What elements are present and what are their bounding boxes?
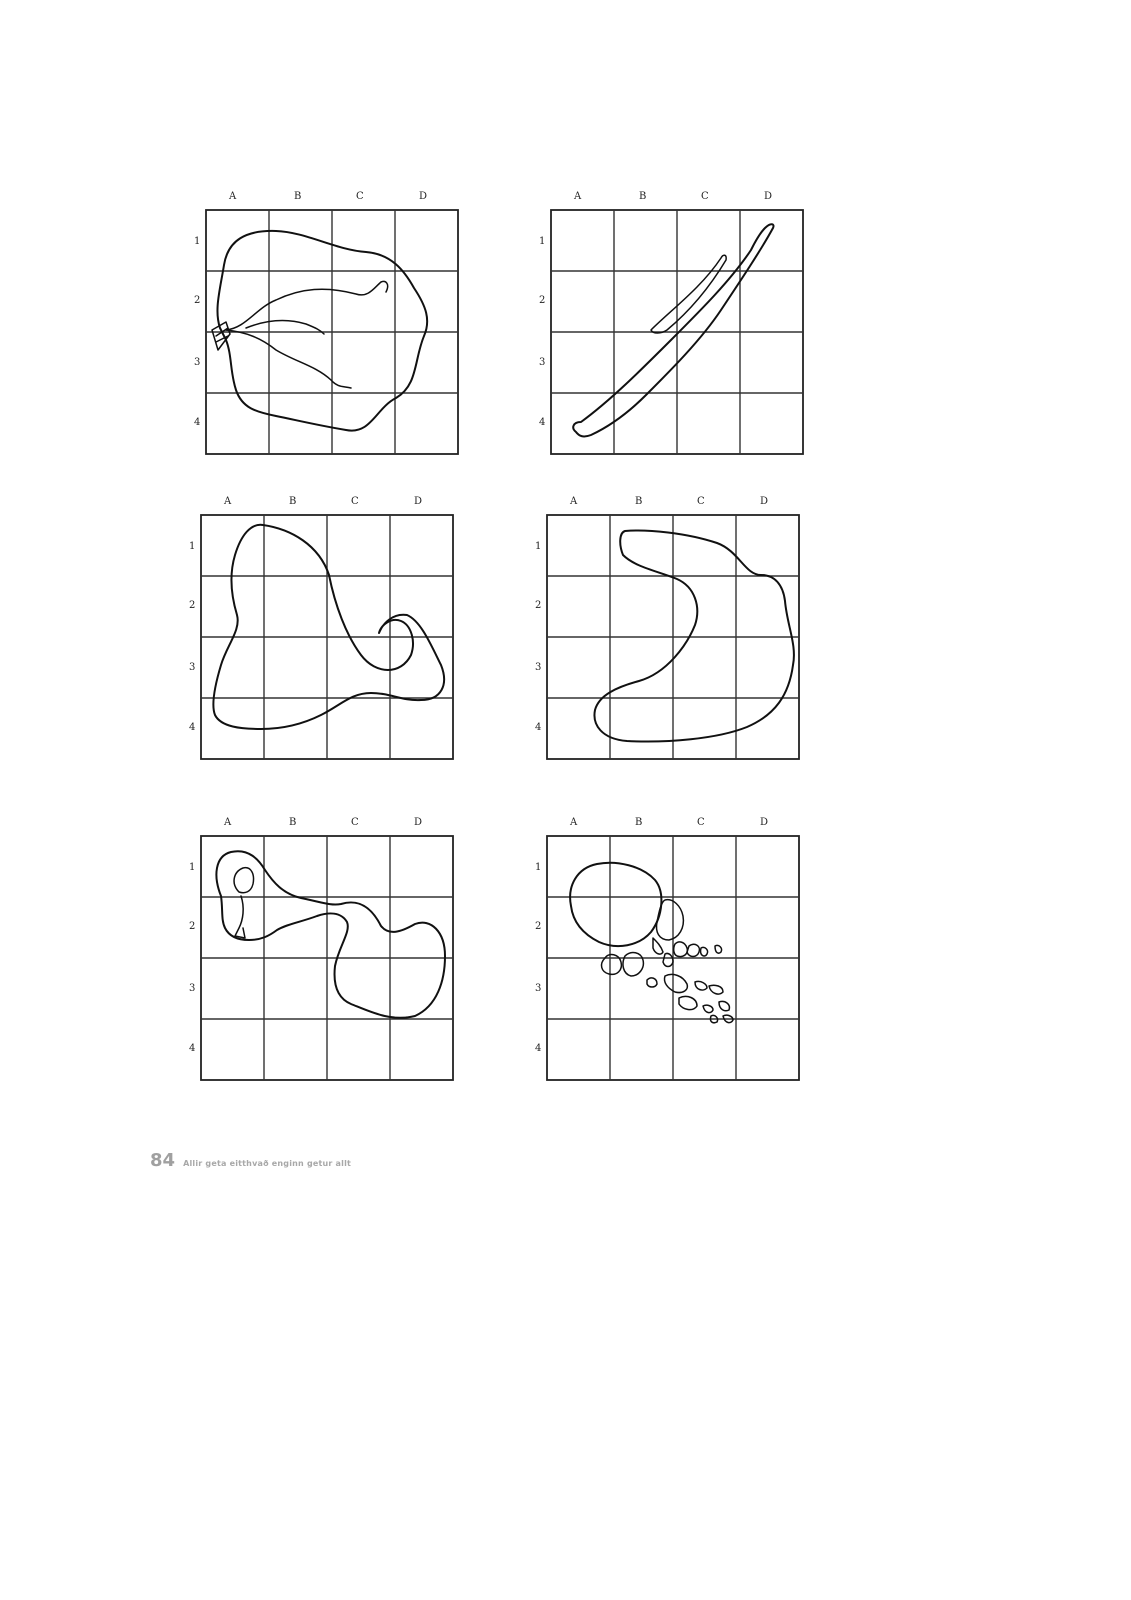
row-label-4: 4 (535, 1043, 542, 1054)
column-label-b: B (635, 496, 643, 507)
column-label-a: A (229, 191, 237, 202)
row-label-1: 1 (535, 862, 542, 873)
column-label-a: A (570, 817, 578, 828)
row-label-2: 2 (535, 600, 542, 611)
row-label-1: 1 (539, 236, 546, 247)
row-label-2: 2 (539, 295, 546, 306)
grid-svg (531, 812, 811, 1102)
grid-drawing-1 (190, 186, 470, 476)
column-label-c: C (697, 496, 705, 507)
column-label-c: C (697, 817, 705, 828)
row-label-4: 4 (189, 722, 196, 733)
column-label-c: C (351, 496, 359, 507)
column-label-d: D (414, 496, 423, 507)
row-label-2: 2 (535, 921, 542, 932)
column-label-d: D (414, 817, 423, 828)
column-label-d: D (764, 191, 773, 202)
row-label-2: 2 (189, 600, 196, 611)
column-label-a: A (224, 817, 232, 828)
row-label-1: 1 (535, 541, 542, 552)
row-label-3: 3 (535, 662, 542, 673)
grid-svg (535, 186, 815, 476)
grid-svg (190, 186, 470, 476)
row-label-4: 4 (189, 1043, 196, 1054)
page-footer (150, 1150, 351, 1171)
grid-drawing-2 (535, 186, 815, 476)
column-label-a: A (570, 496, 578, 507)
grid-drawing-3 (185, 491, 465, 781)
row-label-3: 3 (189, 662, 196, 673)
column-label-d: D (760, 496, 769, 507)
page-number: 84 (150, 1150, 176, 1171)
outline-drawing (573, 224, 773, 436)
column-label-c: C (351, 817, 359, 828)
row-label-2: 2 (189, 921, 196, 932)
column-label-b: B (289, 496, 297, 507)
column-label-b: B (635, 817, 643, 828)
grid-drawing-6 (531, 812, 811, 1102)
column-label-c: C (356, 191, 364, 202)
row-label-3: 3 (535, 983, 542, 994)
outline-drawing (216, 851, 445, 1018)
column-label-d: D (760, 817, 769, 828)
grid-drawing-5 (185, 812, 465, 1102)
row-label-4: 4 (535, 722, 542, 733)
row-label-4: 4 (194, 417, 201, 428)
row-label-3: 3 (194, 357, 201, 368)
row-label-1: 1 (189, 541, 196, 552)
grid-drawing-4 (531, 491, 811, 781)
outline-drawing (594, 531, 793, 742)
column-label-b: B (289, 817, 297, 828)
row-label-3: 3 (539, 357, 546, 368)
footer-caption: Allir geta eitthvað enginn getur allt (183, 1159, 352, 1168)
column-label-d: D (419, 191, 428, 202)
row-label-4: 4 (539, 417, 546, 428)
row-label-3: 3 (189, 983, 196, 994)
row-label-1: 1 (189, 862, 196, 873)
row-label-1: 1 (194, 236, 201, 247)
column-label-b: B (639, 191, 647, 202)
grid-svg (531, 491, 811, 781)
row-label-2: 2 (194, 295, 201, 306)
grid-svg (185, 491, 465, 781)
outline-drawing (570, 863, 661, 946)
grid-svg (185, 812, 465, 1102)
column-label-a: A (224, 496, 232, 507)
column-label-c: C (701, 191, 709, 202)
column-label-b: B (294, 191, 302, 202)
column-label-a: A (574, 191, 582, 202)
outline-drawing (217, 231, 427, 431)
